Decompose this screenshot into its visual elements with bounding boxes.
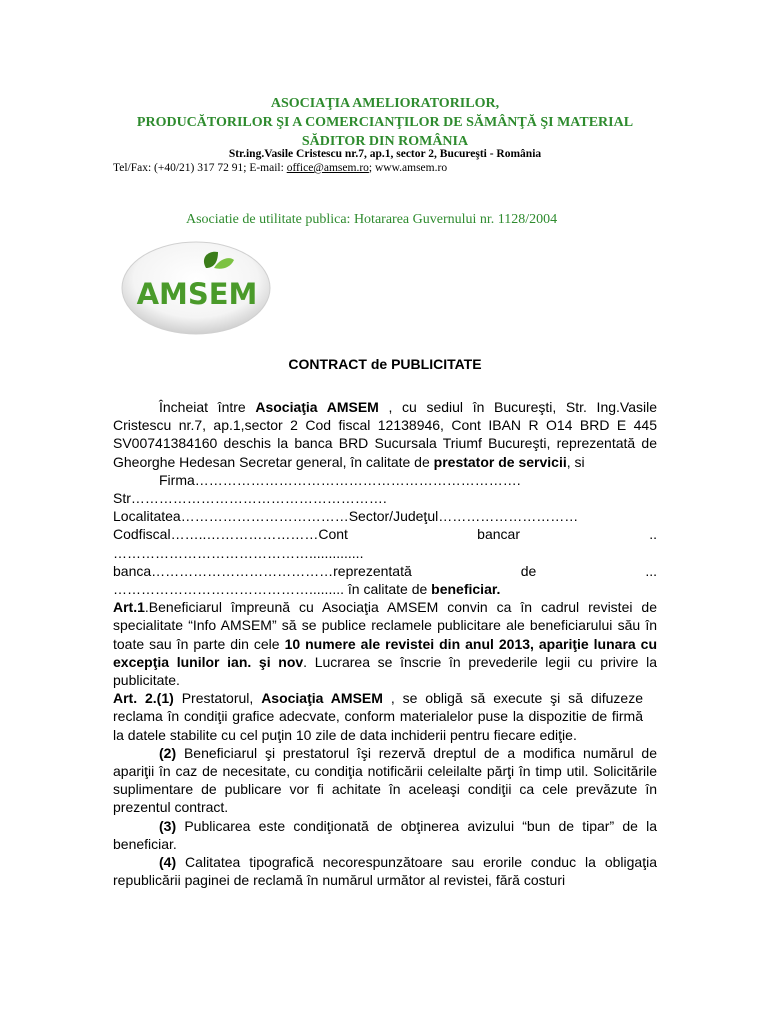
contract-title: CONTRACT de PUBLICITATE [288, 356, 482, 372]
bank-field: banca…………………………………reprezentată de ... [113, 562, 657, 579]
account-dots-line: …………………………………….............. [113, 544, 364, 561]
firma-field: Firma……………………………………………………………. [159, 471, 521, 488]
email-link[interactable]: office@amsem.ro [286, 162, 369, 174]
utility-status: Asociatie de utilitate publica: Hotararea Guvernului nr. 1128/2004 [186, 212, 558, 227]
logo-text: AMSEM [136, 277, 258, 311]
intro-paragraph: Încheiat între Asociaţia AMSEM , cu sediul în Bucureşti, Str. Ing.Vasile Cristescu nr.7, ap.1,sector 2 Cod fiscal 12138946, Cont IBAN R O14 BRD E 445 SV00741384160 deschis la banca BRD Sucursala Triumf Bucureşti, reprezentată de Gheorghe Hedesan Secretar general, în calitate de prestator de servicii, si [113, 399, 658, 470]
association-name-line3: SĂDITOR DIN ROMÂNIA [301, 134, 469, 149]
association-name [100, 94, 670, 151]
contact-suffix: ; www.amsem.ro [368, 162, 448, 174]
contract-body [113, 398, 657, 889]
article-2-para-1: Art. 2.(1) Prestatorul, Asociaţia AMSEM , se obligă să execute şi să difuzeze reclama în condiţii grafice adecvate, conform materialelor puse la dispozitie de firmă la datele stabilite cu cel puţin 10 zile de data inchiderii pentru fiecare ediţie. [113, 690, 643, 743]
association-address: Str.ing.Vasile Cristescu nr.7, ap.1, sector 2, Bucureşti - România [228, 148, 542, 160]
amsem-logo [120, 240, 272, 336]
article-2-para-4: (4) Calitatea tipografică necorespunzătoare sau erorile conduc la obligaţia republicării paginei de reclamă în numărul următor al revistei, fără costuri [113, 854, 657, 889]
article-1: Art.1.Beneficiarul împreună cu Asociaţia AMSEM convin ca în cadrul revistei de specialitate “Info AMSEM” să se publice reclamele publicitare ale beneficiarului său în toate sau în parte din cele 10 numere ale revistei din anul 2013, apariţie lunara cu excepţia lunilor ian. şi nov. Lucrarea se înscrie în prevederile legii cu privire la publicitate. [113, 599, 658, 689]
article-2-para-2: (2) Beneficiarul şi prestatorul îşi rezervă dreptul de a modifica numărul de apariţii în caz de necesitate, cu condiţia notificării celeilalte părţi în timp util. Solicitările suplimentare de publicare vor fi achitate în aceleaşi condiţii ca cele prevăzute în prezentul contract. [113, 744, 657, 816]
contact-prefix: Tel/Fax: (+40/21) 317 72 91; E-mail: [113, 162, 287, 174]
beneficiary-line: ……………………………………......... în calitate de beneficiar. [113, 581, 501, 598]
street-field: Str………………………………………………. [113, 490, 387, 507]
contact-line [113, 162, 447, 174]
fiscal-code-field: Codfiscal……..……………………Cont bancar .. [113, 526, 657, 543]
association-name-line2: PRODUCĂTORILOR ŞI A COMERCIANŢILOR DE SĂMÂNŢĂ ŞI MATERIAL [136, 115, 634, 130]
association-name-line1: ASOCIAŢIA AMELIORATORILOR, [270, 96, 500, 111]
article-2-para-3: (3) Publicarea este condiţionată de obţinerea avizului “bun de tipar” de la beneficiar. [113, 817, 657, 852]
locality-field: Localitatea………………………………Sector/Judeţul………………………… [113, 508, 579, 525]
